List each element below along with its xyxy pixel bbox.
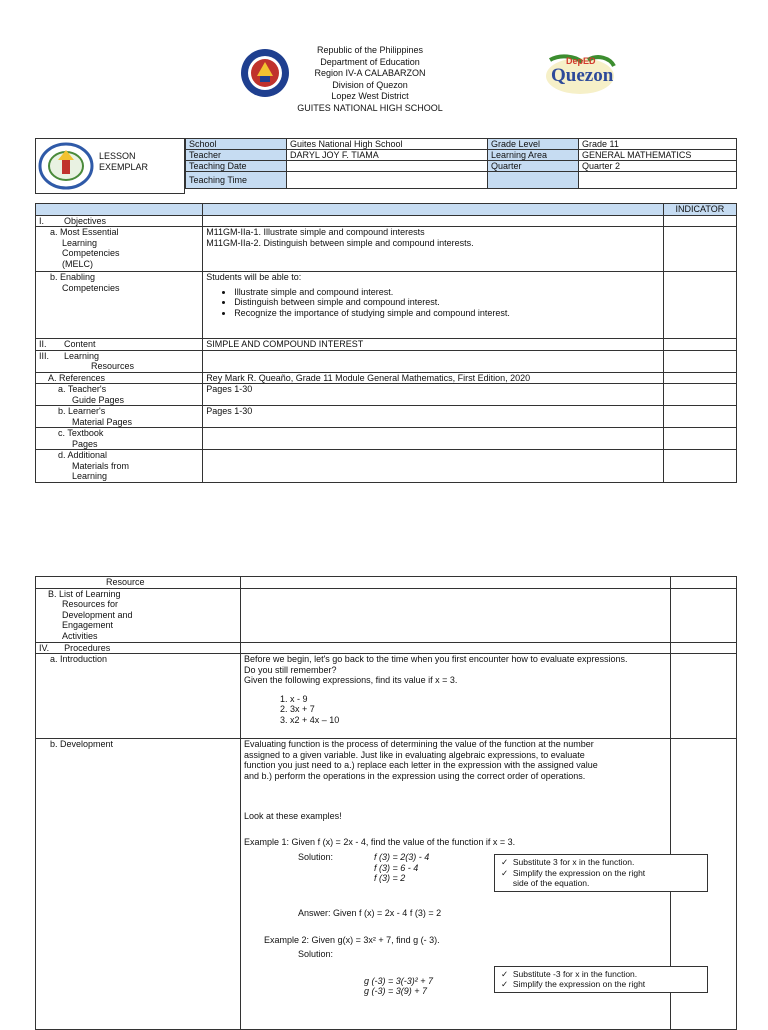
melc-text: M11GM-IIa-2. Distinguish between simple and compound interests.	[206, 237, 474, 248]
table-row	[36, 588, 737, 642]
example-2: Example 2: Given g(x) = 3x² + 7, find g (- 3).	[264, 934, 440, 945]
table-row	[36, 739, 737, 1030]
school-header	[260, 45, 480, 114]
row-label: Activities	[62, 630, 98, 641]
table-row	[36, 372, 737, 384]
lesson-line: LESSON	[99, 151, 136, 161]
row-label: Resources for	[62, 599, 119, 609]
solution-label: Solution:	[298, 852, 334, 862]
learner-pages: Pages 1-30	[203, 406, 664, 428]
row-label: a. Introduction	[36, 654, 241, 739]
row-label: Learning	[62, 237, 98, 248]
row-label: A. References	[36, 372, 203, 384]
intro-list	[244, 694, 667, 726]
info-value: Guites National High School	[287, 139, 488, 150]
dev-line: function you just need to a.) replace each letter in the expression with the assigned value	[244, 760, 598, 770]
hint-line: ✓ Simplify the expression on the right	[501, 867, 646, 878]
table-row	[36, 406, 737, 428]
step-line: g (-3) = 3(-3)² + 7	[364, 975, 434, 986]
row-label: c. Textbook	[58, 428, 104, 438]
info-label: Teaching Time	[186, 172, 287, 189]
indicator-header: INDICATOR	[663, 204, 736, 216]
dev-line: Evaluating function is the process of determining the value of the function at the number	[244, 739, 594, 749]
hint-box	[494, 966, 708, 993]
table-row	[36, 428, 737, 450]
row-label: Resources	[91, 361, 135, 371]
lesson-exemplar-label	[99, 151, 148, 173]
solution-label: Solution:	[298, 949, 334, 959]
lesson-line: EXEMPLAR	[99, 162, 149, 172]
intro-line: Before we begin, let's go back to the time when you first encounter how to evaluate expressions.	[244, 654, 628, 664]
hint-line: ✓ Substitute -3 for x in the function.	[501, 968, 638, 979]
table-row	[36, 227, 737, 272]
info-label: School	[186, 139, 287, 150]
header-line: Division of Quezon	[332, 79, 408, 90]
step-line: f (3) = 6 - 4	[374, 862, 419, 873]
row-label: Development and	[62, 609, 133, 620]
info-value: DARYL JOY F. TIAMA	[287, 150, 488, 161]
list-item: 1. x - 9	[290, 694, 667, 705]
teacher-pages: Pages 1-30	[203, 384, 664, 406]
table-row	[36, 654, 737, 739]
lesson-plan-table-2	[35, 576, 737, 1030]
info-label	[488, 172, 579, 189]
row-label: Competencies	[62, 282, 120, 293]
row-label: (MELC)	[62, 258, 93, 269]
school-seal-logo	[38, 142, 94, 190]
row-label: a. Teacher's	[58, 384, 107, 394]
list-item: 2. 3x + 7	[290, 704, 667, 715]
enabling-intro: Students will be able to:	[206, 272, 302, 282]
quezon-text: Quezon	[551, 65, 614, 86]
intro-line: Do you still remember?	[244, 664, 337, 675]
table-row	[36, 384, 737, 406]
info-label: Learning Area	[488, 150, 579, 161]
info-label: Quarter	[488, 161, 579, 172]
info-value	[287, 172, 488, 189]
list-item: • Distinguish between simple and compound interest.	[234, 297, 660, 308]
list-item: • Recognize the importance of studying simple and compound interest.	[234, 308, 660, 319]
row-label: IV. Procedures	[36, 642, 241, 654]
step-line: g (-3) = 3(9) + 7	[364, 986, 428, 996]
table-row	[36, 215, 737, 227]
step-line: f (3) = 2	[374, 873, 406, 883]
enabling-list	[206, 287, 660, 319]
row-label: Pages	[72, 438, 98, 449]
row-label: Guide Pages	[72, 394, 125, 405]
info-label: Teacher	[186, 150, 287, 161]
row-label: Engagement	[62, 620, 114, 630]
dev-line: and b.) perform the operations in the expression using the correct order of operations.	[244, 770, 586, 781]
row-label: b. Development	[36, 739, 241, 1030]
info-label: Grade Level	[488, 139, 579, 150]
table-row	[186, 139, 737, 150]
info-value: Quarter 2	[579, 161, 737, 172]
row-label: b. Learner's	[58, 406, 106, 416]
row-label: a. Most Essential	[50, 227, 119, 237]
hint-box	[494, 854, 708, 892]
info-table	[185, 138, 737, 189]
deped-text: DepED	[566, 56, 596, 66]
info-value	[287, 161, 488, 172]
hint-line: ✓ Substitute 3 for x in the function.	[501, 857, 635, 867]
header-line: Department of Education	[320, 56, 420, 67]
table-row	[186, 172, 737, 189]
row-label: Materials from	[72, 460, 130, 471]
header-line: Republic of the Philippines	[316, 45, 424, 55]
dev-line: assigned to a given variable. Just like in evaluating algebraic expressions, to evaluate	[244, 749, 585, 760]
table-row	[186, 161, 737, 172]
answer-1: Answer: Given f (x) = 2x - 4 f (3) = 2	[298, 908, 442, 918]
row-label: d. Additional	[58, 450, 108, 460]
table-row	[186, 150, 737, 161]
content-text: SIMPLE AND COMPOUND INTEREST	[203, 339, 664, 351]
header-line: GUITES NATIONAL HIGH SCHOOL	[297, 102, 443, 113]
row-label: B. List of Learning	[48, 588, 121, 599]
info-value: Grade 11	[579, 139, 737, 150]
table-row	[36, 339, 737, 351]
table-row	[36, 204, 737, 216]
table-row	[36, 642, 737, 654]
info-value: GENERAL MATHEMATICS	[579, 150, 737, 161]
row-label: b. Enabling	[50, 272, 96, 282]
row-label: Learning	[72, 471, 108, 481]
hint-line: side of the equation.	[501, 878, 590, 888]
example-1: Example 1: Given f (x) = 2x - 4, find the value of the function if x = 3.	[244, 836, 516, 847]
header-line: Region IV-A CALABARZON	[314, 68, 426, 78]
step-line: f (3) = 2(3) - 4	[374, 852, 430, 862]
info-label: Teaching Date	[186, 161, 287, 172]
melc-text: M11GM-IIa-1. Illustrate simple and compound interests	[206, 227, 425, 237]
row-label: I. Objectives	[36, 215, 203, 227]
table-row	[36, 577, 737, 589]
references-text: Rey Mark R. Queaño, Grade 11 Module General Mathematics, First Edition, 2020	[203, 372, 664, 384]
row-label: II. Content	[36, 339, 203, 351]
list-item: • Illustrate simple and compound interest.	[234, 287, 660, 298]
table-row	[36, 350, 737, 372]
row-label: III. Learning	[39, 350, 100, 361]
row-label: Material Pages	[72, 416, 133, 427]
lesson-plan-table-1	[35, 203, 737, 483]
table-row	[36, 450, 737, 483]
list-item: 3. x2 + 4x – 10	[290, 715, 667, 726]
row-label: Competencies	[62, 248, 120, 258]
table-row	[36, 272, 737, 339]
hint-line: ✓ Simplify the expression on the right	[501, 979, 646, 989]
look-text: Look at these examples!	[244, 811, 342, 821]
intro-line: Given the following expressions, find its value if x = 3.	[244, 675, 458, 685]
info-value	[579, 172, 737, 189]
header-line: Lopez West District	[331, 91, 409, 101]
row-label: Resource	[36, 577, 241, 589]
